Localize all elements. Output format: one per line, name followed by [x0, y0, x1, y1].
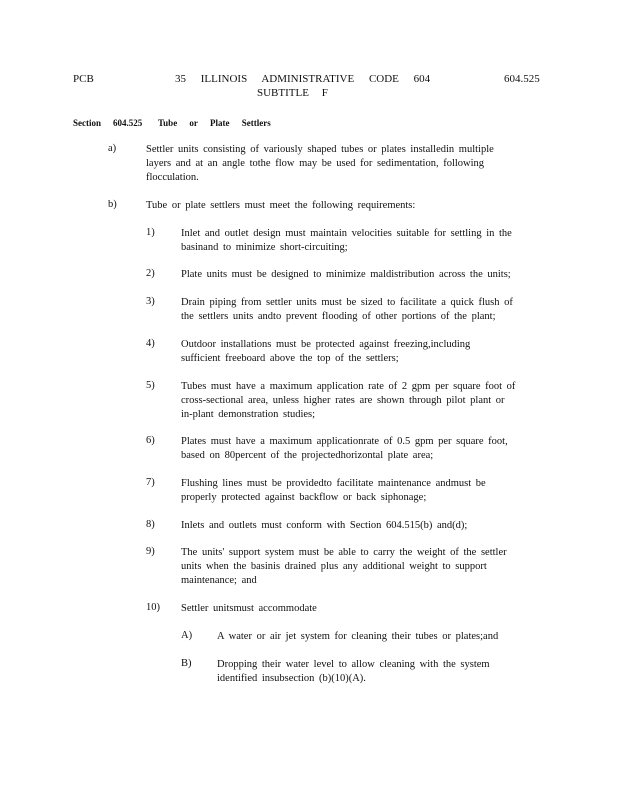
subsubitem-label: A) [181, 630, 193, 641]
subitem-text [181, 546, 507, 588]
subitem-label: 10) [146, 602, 160, 613]
subitem-text [181, 268, 511, 282]
subitem-text [181, 296, 513, 324]
subitem-label: 2) [146, 268, 155, 279]
subitem-text [181, 602, 317, 616]
subitem-label: 5) [146, 380, 155, 391]
text-line: sufficient freeboard above the top of the settlers; [181, 353, 399, 364]
text-line: units when the basinis drained plus any additional weight to support [181, 561, 487, 572]
text-line: maintenance; and [181, 575, 257, 586]
header-center-line2: SUBTITLE F [257, 87, 328, 99]
text-line: Settler units consisting of variously shaped tubes or plates installedin multiple [146, 144, 494, 155]
text-line: Outdoor installations must be protected against freezing,including [181, 339, 471, 350]
section-number: 604.525 [113, 118, 143, 128]
subitem-label: 8) [146, 519, 155, 530]
section-title: Tube or Plate Settlers [158, 118, 271, 128]
text-line: Plate units must be designed to minimize maldistribution across the units; [181, 269, 511, 280]
text-line: identified insubsection (b)(10)(A). [217, 673, 366, 684]
subitem-text [181, 435, 508, 463]
subitem-label: 7) [146, 477, 155, 488]
header-center-line1: 35 ILLINOIS ADMINISTRATIVE CODE 604 [175, 73, 431, 85]
section-label: Section [73, 118, 101, 128]
subitem-label: 9) [146, 546, 155, 557]
text-line: the settlers units andto prevent flooding of other portions of the plant; [181, 311, 496, 322]
header-left: PCB [73, 73, 94, 85]
text-line: A water or air jet system for cleaning their tubes or plates;and [217, 631, 499, 642]
header-right: 604.525 [504, 73, 540, 85]
subitem-label: 1) [146, 227, 155, 238]
subitem-text [181, 380, 515, 422]
text-line: Plates must have a maximum applicationrate of 0.5 gpm per square foot, [181, 436, 508, 447]
text-line: cross-sectional area, unless higher rates are shown through pilot plant or [181, 395, 505, 406]
subitem-text [181, 477, 486, 505]
text-line: Inlet and outlet design must maintain velocities suitable for settling in the [181, 228, 512, 239]
text-line: Dropping their water level to allow cleaning with the system [217, 659, 490, 670]
text-line: Flushing lines must be providedto facilitate maintenance andmust be [181, 478, 486, 489]
text-line: Drain piping from settler units must be sized to facilitate a quick flush of [181, 297, 513, 308]
item-text [146, 143, 494, 185]
item-label: a) [108, 143, 117, 154]
subsubitem-label: B) [181, 658, 192, 669]
subitem-text [181, 338, 470, 366]
text-line: properly protected against backflow or back siphonage; [181, 492, 427, 503]
text-line: layers and at an angle tothe flow may be used for sedimentation, following [146, 158, 485, 169]
subitem-text [181, 227, 512, 255]
text-line: flocculation. [146, 172, 199, 183]
item-text [146, 199, 415, 213]
text-line: The units' support system must be able to carry the weight of the settler [181, 547, 507, 558]
subitem-label: 4) [146, 338, 155, 349]
text-line: based on 80percent of the projectedhorizontal plate area; [181, 450, 434, 461]
text-line: Inlets and outlets must conform with Section 604.515(b) and(d); [181, 520, 468, 531]
text-line: in-plant demonstration studies; [181, 409, 316, 420]
text-line: Tubes must have a maximum application rate of 2 gpm per square foot of [181, 381, 516, 392]
text-line: basinand to minimize short-circuiting; [181, 242, 348, 253]
subsubitem-text [217, 658, 490, 686]
subitem-label: 6) [146, 435, 155, 446]
text-line: Tube or plate settlers must meet the following requirements: [146, 200, 416, 211]
text-line: Settler unitsmust accommodate [181, 603, 317, 614]
subitem-text [181, 519, 467, 533]
subitem-label: 3) [146, 296, 155, 307]
item-label: b) [108, 199, 117, 210]
subsubitem-text [217, 630, 498, 644]
